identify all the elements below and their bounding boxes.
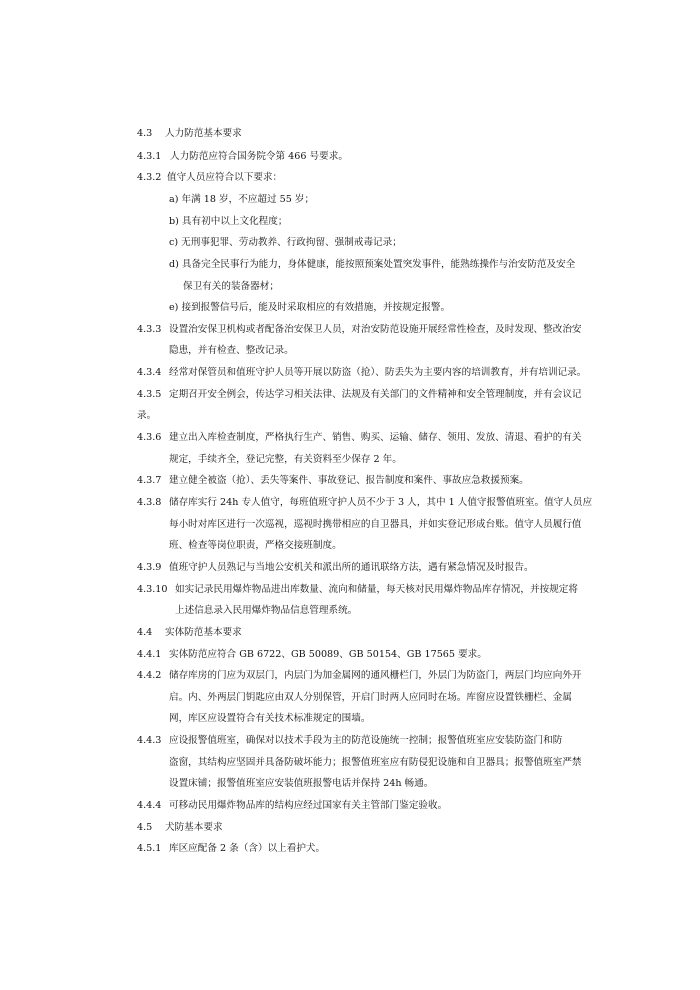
clause-4-4-2-cont-2: 网，库区应设置符合有关技术标准规定的围墙。: [169, 713, 371, 724]
clause-4-3-4: 4.3.4 经常对保管员和值班守护人员等开展以防盗（抢）、防丢失为主要内容的培训教育，并有培训记录。: [137, 367, 587, 378]
clause-4-3-10: 4.3.10 如实记录民用爆炸物品进出库数量、流向和储量，每天核对民用爆炸物品库存情况，并按规定将: [137, 584, 578, 595]
list-item-e: e) 接到报警信号后，能及时采取相应的有效措施，并按规定报警。: [169, 302, 451, 313]
heading-4-5: 4.5 犬防基本要求: [137, 822, 223, 833]
clause-4-3-5: 4.3.5 定期召开安全例会，传达学习相关法律、法规及有关部门的文件精神和安全管理制度，并有会议记: [137, 389, 582, 400]
list-item-a: a) 年满 18 岁，不应超过 55 岁；: [169, 194, 315, 205]
heading-4-3: 4.3 人力防范基本要求: [137, 128, 242, 139]
list-item-d-cont: 保卫有关的装备器材；: [183, 281, 279, 292]
list-item-c: c) 无刑事犯罪、劳动教养、行政拘留、强制戒毒记录；: [169, 237, 402, 248]
clause-4-5-1: 4.5.1 库区应配备 2 条（含）以上看护犬。: [137, 843, 326, 854]
clause-4-3-6: 4.3.6 建立出入库检查制度，严格执行生产、销售、购买、运输、储存、领用、发放、清退、看护的有关: [137, 432, 582, 443]
clause-4-3-8-cont-2: 班、检查等岗位职责，严格交接班制度。: [169, 540, 342, 551]
clause-4-3-3-cont: 隐患，并有检查、整改记录。: [169, 345, 294, 356]
clause-4-3-10-cont: 上述信息录入民用爆炸物品信息管理系统。: [175, 605, 358, 616]
clause-4-4-4: 4.4.4 可移动民用爆炸物品库的结构应经过国家有关主管部门鉴定验收。: [137, 800, 448, 811]
list-item-b: b) 具有初中以上文化程度；: [169, 216, 288, 227]
clause-4-3-7: 4.3.7 建立健全被盗（抢）、丢失等案件、事故登记、报告制度和案件、事故应急救援预案。: [137, 475, 529, 486]
clause-4-3-9: 4.3.9 值班守护人员熟记与当地公安机关和派出所的通讯联络方法，遇有紧急情况及时报告。: [137, 562, 534, 573]
clause-4-3-5-cont: 录。: [137, 410, 157, 421]
clause-4-4-2: 4.4.2 储存库房的门应为双层门，内层门为加金属网的通风栅栏门，外层门为防盗门，两层门均应向外开: [137, 670, 582, 681]
clause-4-3-8: 4.3.8 储存库实行 24h 专人值守，每班值班守护人员不少于 3 人，其中 1 人值守报警值班室。值守人员应: [137, 497, 593, 508]
clause-4-4-3: 4.4.3 应设报警值班室，确保对以技术手段为主的防范设施统一控制；报警值班室应安装防盗门和防: [137, 735, 563, 746]
list-item-d: d) 具备完全民事行为能力，身体健康，能按照预案处置突发事件，能熟练操作与治安防范及安全: [169, 259, 576, 270]
clause-4-4-2-cont-1: 启。内、外两层门钥匙应由双人分别保管，开启门时两人应同时在场。库窗应设置铁栅栏、金属: [169, 692, 572, 703]
clause-4-4-3-cont-2: 设置床铺；报警值班室应安装值班报警电话并保持 24h 畅通。: [169, 778, 434, 789]
clause-4-3-3: 4.3.3 设置治安保卫机构或者配备治安保卫人员，对治安防范设施开展经常性检查，及时发现、整改治安: [137, 324, 582, 335]
heading-4-4: 4.4 实体防范基本要求: [137, 627, 242, 638]
clause-4-3-2: 4.3.2 值守人员应符合以下要求：: [137, 172, 283, 183]
clause-4-3-8-cont-1: 每小时对库区进行一次巡视，巡视时携带相应的自卫器具，并如实登记形成台账。值守人员履行值: [169, 519, 582, 530]
clause-4-3-6-cont: 规定，手续齐全，登记完整，有关资料至少保存 2 年。: [169, 454, 402, 465]
clause-4-4-1: 4.4.1 实体防范应符合 GB 6722、GB 50089、GB 50154、GB 17565 要求。: [137, 649, 487, 660]
clause-4-4-3-cont-1: 盗窗，其结构应坚固并具备防破坏能力；报警值班室应有防侵犯设施和自卫器具；报警值班室严禁: [169, 757, 582, 768]
clause-4-3-1: 4.3.1 人力防范应符合国务院令第 466 号要求。: [137, 151, 348, 162]
